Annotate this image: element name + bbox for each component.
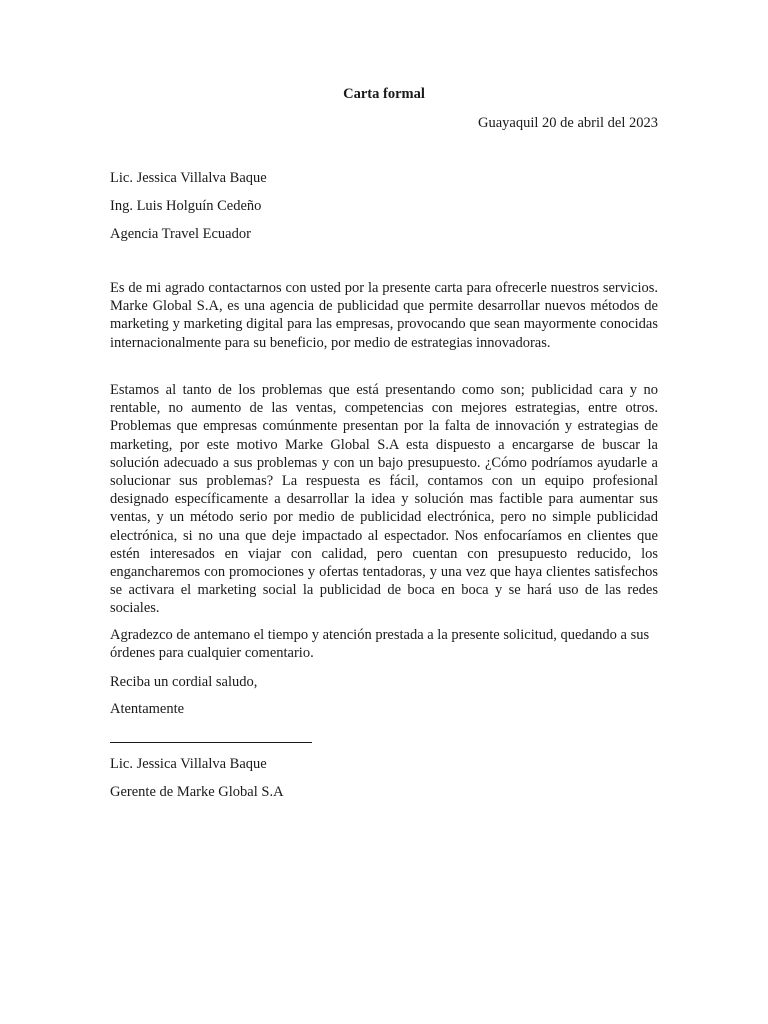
body-paragraph: Estamos al tanto de los problemas que está presentando como son; publicidad cara y no rentable, no aumento de las ventas, competencias con mejores estrategias, entre otros. Problemas que empresas comúnmente presentan por la falta de innovación y estrategias de marketing, por este motivo Marke Global S.A esta dispuesto a encargarse de buscar la solución adecuado a sus problemas y con un bajo presupuesto. ¿Cómo podríamos ayudarle a solucionar sus problemas? La respuesta es fácil, contamos con un equipo profesional designado específicamente a desarrollar la idea y solución mas factible para aumentar sus ventas, y un método serio por medio de publicidad electrónica, pero no simple publicidad electrónica, si no una que deje impactado al espectador. Nos enfocaríamos en clientes que estén interesados en viajar con calidad, pero cuentan con presupuesto reducido, los engancharemos con promociones y ofertas tentadoras, y una vez que haya clientes satisfechos se activara el marketing social la publicidad de boca en boca y se hará uso de las redes sociales. [110,382,658,617]
letter-title: Carta formal [343,86,425,102]
body-paragraph: Agradezco de antemano el tiempo y atención prestada a la presente solicitud, quedando a sus órdenes para cualquier comentario. [110,627,650,662]
recipient-name: Lic. Jessica Villalva Baque [110,170,267,186]
signer-title: Gerente de Marke Global S.A [110,784,284,800]
body-paragraph: Es de mi agrado contactarnos con usted por la presente carta para ofrecerle nuestros servicios. Marke Global S.A, es una agencia de publicidad que permite desarrollar nuevos métodos de marketing y marketing digital para las empresas, provocando que sean mayormente conocidas internacionalmente para su beneficio, por medio de estrategias innovadoras. [110,280,658,351]
sign-off: Atentamente [110,701,185,717]
closing-greeting: Reciba un cordial saludo, [110,674,258,690]
signer-name: Lic. Jessica Villalva Baque [110,756,267,772]
signature-line [110,742,312,743]
letter-date: Guayaquil 20 de abril del 2023 [478,115,658,131]
recipient-organization: Agencia Travel Ecuador [110,226,251,242]
recipient-name-2: Ing. Luis Holguín Cedeño [110,198,262,214]
